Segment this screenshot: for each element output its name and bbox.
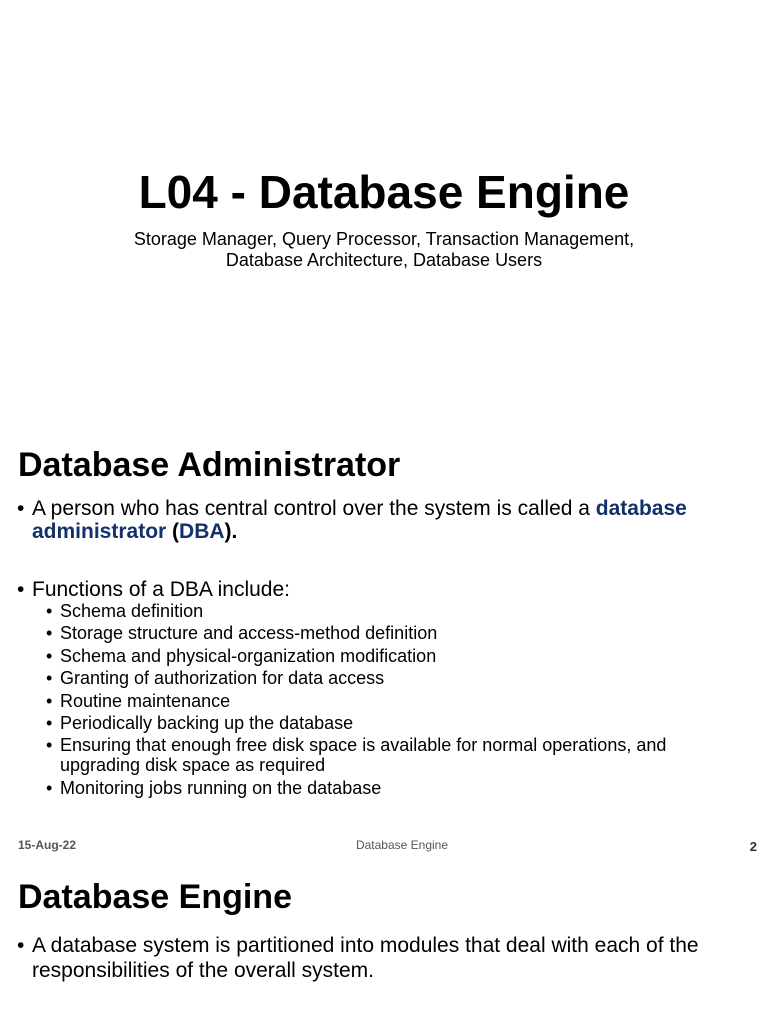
bullet-marker: • bbox=[46, 690, 53, 711]
bullet-marker: • bbox=[17, 578, 25, 601]
slide-subtitle bbox=[0, 229, 768, 271]
subtitle-line-2: Database Architecture, Database Users bbox=[225, 250, 543, 270]
list-item bbox=[46, 735, 746, 775]
dba-functions-bullet bbox=[17, 578, 757, 601]
bullet-marker: • bbox=[46, 735, 53, 756]
list-item-text: Schema definition bbox=[60, 601, 204, 621]
dba-paren-open: ( bbox=[166, 520, 180, 543]
dba-definition-text: A person who has central control over the system is called a bbox=[32, 497, 596, 520]
subtitle-line-1: Storage Manager, Query Processor, Transaction Management, bbox=[133, 229, 635, 249]
engine-heading: Database Engine bbox=[18, 878, 292, 916]
list-item bbox=[46, 623, 746, 643]
list-item bbox=[46, 601, 746, 621]
dba-term-administrator: administrator bbox=[32, 520, 167, 543]
list-item-text: Monitoring jobs running on the database bbox=[60, 777, 382, 798]
footer-date: 15-Aug-22 bbox=[18, 838, 77, 852]
list-item bbox=[46, 646, 746, 666]
bullet-marker: • bbox=[46, 668, 53, 689]
bullet-marker: • bbox=[46, 601, 53, 621]
list-item bbox=[46, 668, 746, 688]
list-item bbox=[46, 713, 746, 733]
dba-heading: Database Administrator bbox=[18, 446, 401, 484]
dba-functions-list bbox=[46, 601, 746, 800]
bullet-marker: • bbox=[46, 712, 53, 733]
page-number: 2 bbox=[749, 839, 757, 854]
dba-definition-bullet bbox=[17, 497, 757, 543]
bullet-marker: • bbox=[17, 934, 25, 957]
footer-title: Database Engine bbox=[355, 838, 449, 852]
list-item-text: Routine maintenance bbox=[60, 690, 231, 711]
dba-functions-text: Functions of a DBA include: bbox=[32, 578, 290, 601]
slide-title: L04 - Database Engine bbox=[138, 166, 630, 218]
bullet-marker: • bbox=[46, 777, 53, 798]
bullet-marker: • bbox=[46, 623, 53, 644]
engine-bullet-text: A database system is partitioned into modules that deal with each of the responsibilities of the overall system. bbox=[32, 934, 699, 982]
list-item-text: Granting of authorization for data access bbox=[60, 668, 385, 689]
bullet-marker: • bbox=[46, 645, 53, 666]
engine-bullet bbox=[17, 933, 757, 983]
list-item-text: Storage structure and access-method definition bbox=[60, 623, 438, 644]
dba-term-database: database bbox=[595, 497, 687, 520]
list-item-text: Schema and physical-organization modification bbox=[60, 645, 437, 666]
list-item bbox=[46, 691, 746, 711]
list-item bbox=[46, 778, 746, 798]
bullet-marker: • bbox=[17, 497, 25, 520]
dba-abbreviation: DBA bbox=[179, 520, 225, 543]
dba-paren-close: ). bbox=[224, 520, 238, 543]
list-item-text: Periodically backing up the database bbox=[60, 712, 354, 733]
list-item-text: Ensuring that enough free disk space is available for normal operations, and upgrading disk space as required bbox=[60, 735, 667, 776]
